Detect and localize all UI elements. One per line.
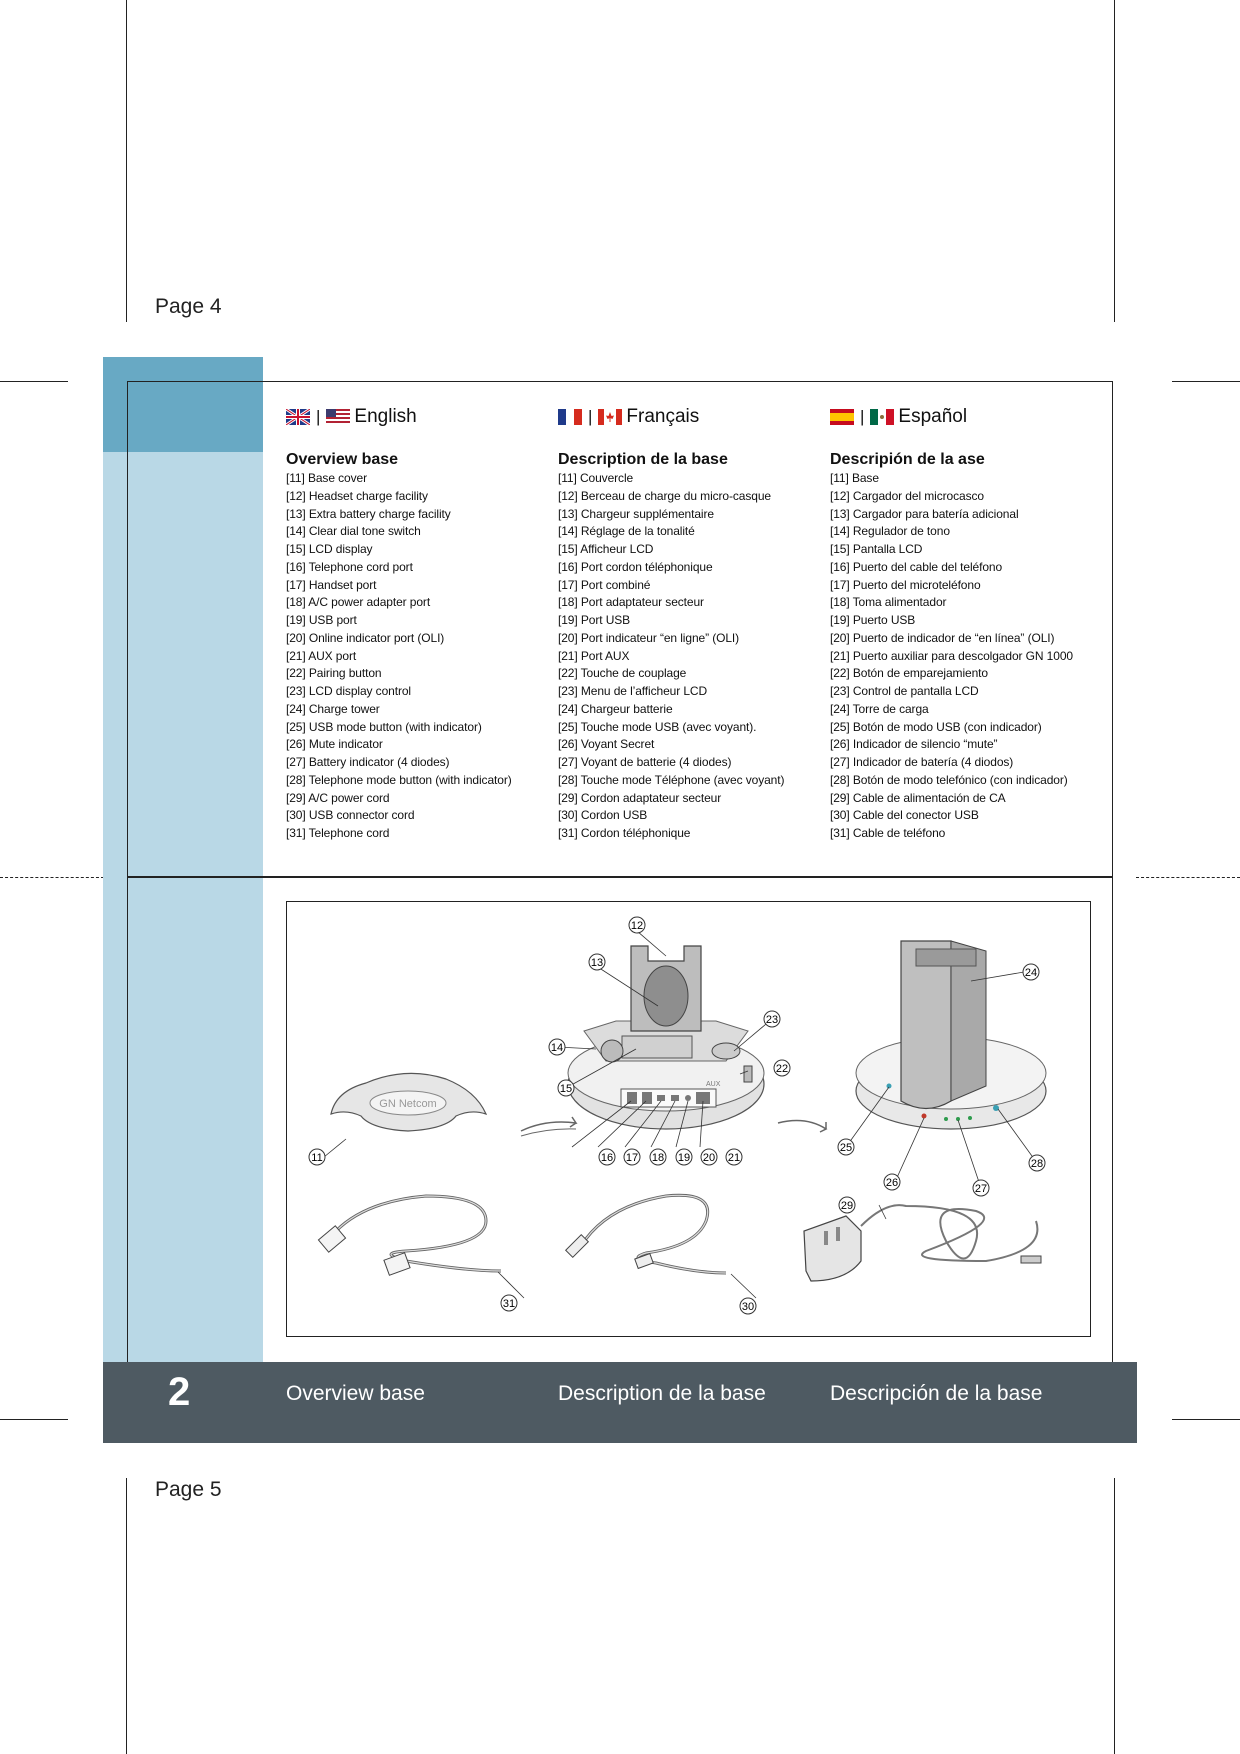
list-item: [14] Réglage de la tonalité <box>558 524 695 539</box>
parts-list-french <box>558 470 823 843</box>
canada-flag-icon <box>598 409 622 425</box>
callout-label: 11 <box>311 1152 323 1164</box>
page-label-top: Page 4 <box>155 295 222 318</box>
list-item: [20] Online indicator port (OLI) <box>286 630 445 645</box>
fold-line-right <box>1136 877 1240 878</box>
flag-separator: | <box>588 407 593 426</box>
list-item: [11] Base cover <box>286 471 367 485</box>
list-item: [11] Couvercle <box>558 471 634 485</box>
callout-label: 17 <box>625 1152 639 1164</box>
page-label-bottom: Page 5 <box>155 1478 222 1501</box>
callout-19 <box>676 1149 692 1165</box>
product-illustration <box>286 901 1091 1337</box>
list-item: [22] Touche de couplage <box>558 666 687 681</box>
list-item: [27] Voyant de batterie (4 diodes) <box>558 755 732 769</box>
gn-netcom-logo: GN Netcom <box>379 1098 437 1110</box>
footer-title-french: Description de la base <box>558 1382 766 1405</box>
list-item: [21] AUX port <box>286 648 357 663</box>
column-french <box>558 402 823 843</box>
language-name: English <box>354 406 417 427</box>
list-item: [13] Cargador para batería adicional <box>830 506 1019 521</box>
list-item: [19] Puerto USB <box>830 613 916 627</box>
list-item: [27] Indicador de batería (4 diodos) <box>830 755 1014 769</box>
language-header-french <box>558 402 823 432</box>
list-item: [21] Puerto auxiliar para descolgador GN 1000 <box>830 648 1073 663</box>
callout-label: 18 <box>651 1152 665 1164</box>
list-item: [18] Port adaptateur secteur <box>558 595 704 610</box>
list-item: [29] Cordon adaptateur secteur <box>558 790 722 805</box>
callout-17 <box>624 1149 640 1165</box>
list-item: [14] Regulador de tono <box>830 524 950 539</box>
crop-mark-left-top <box>0 381 68 382</box>
list-item: [15] Pantalla LCD <box>830 542 923 556</box>
mexico-flag-icon <box>870 409 894 425</box>
callout-label: 21 <box>727 1152 741 1164</box>
list-item: [19] Port USB <box>558 613 631 627</box>
list-item: [16] Puerto del cable del teléfono <box>830 559 1003 574</box>
section-divider <box>127 876 1113 878</box>
callout-14 <box>549 1039 565 1055</box>
spain-flag-icon <box>830 409 854 425</box>
list-item: [29] Cable de alimentación de CA <box>830 790 1006 805</box>
footer-title-english: Overview base <box>286 1382 425 1405</box>
list-item: [23] LCD display control <box>286 684 411 698</box>
section-number: 2 <box>168 1370 191 1414</box>
language-name: Español <box>898 406 968 427</box>
list-item: [20] Puerto de indicador de “en línea” (OLI) <box>830 630 1055 645</box>
france-flag-icon <box>558 409 582 425</box>
list-item: [28] Telephone mode button (with indicator) <box>286 772 512 787</box>
list-item: [31] Cordon téléphonique <box>558 826 691 840</box>
aux-port-label: AUX <box>706 1081 721 1088</box>
list-item: [27] Battery indicator (4 diodes) <box>286 755 450 769</box>
crop-mark-right-top <box>1172 381 1240 382</box>
list-item: [25] Botón de modo USB (con indicador) <box>830 719 1042 734</box>
flag-separator: | <box>860 407 865 426</box>
callout-label: 24 <box>1024 967 1038 979</box>
list-item: [25] Touche mode USB (avec voyant). <box>558 719 757 734</box>
callout-label: 31 <box>502 1298 516 1310</box>
trim-line-right-top <box>1114 0 1115 322</box>
callout-label: 14 <box>550 1042 564 1054</box>
list-item: [12] Headset charge facility <box>286 488 428 503</box>
list-item: [28] Touche mode Téléphone (avec voyant) <box>558 772 785 787</box>
callout-22 <box>774 1060 790 1076</box>
section-title: Overview base <box>286 451 399 468</box>
list-item: [29] A/C power cord <box>286 790 390 805</box>
callout-21 <box>726 1149 742 1165</box>
callout-label: 25 <box>839 1142 853 1154</box>
callout-label: 12 <box>630 920 644 932</box>
callout-label: 28 <box>1030 1158 1044 1170</box>
callout-29 <box>839 1197 855 1213</box>
language-header-english <box>286 402 551 432</box>
list-item: [26] Indicador de silencio “mute” <box>830 737 998 752</box>
callout-20 <box>701 1149 717 1165</box>
callout-label: 19 <box>677 1152 691 1164</box>
trim-line-left-bottom <box>126 1478 127 1754</box>
callout-label: 20 <box>702 1152 716 1164</box>
list-item: [30] USB connector cord <box>286 808 415 823</box>
crop-mark-right-bottom <box>1172 1419 1240 1420</box>
list-item: [12] Berceau de charge du micro-casque <box>558 488 771 503</box>
list-item: [28] Botón de modo telefónico (con indicador) <box>830 772 1068 787</box>
list-item: [31] Telephone cord <box>286 826 390 840</box>
callout-label: 22 <box>775 1063 789 1075</box>
section-title: Descripión de la ase <box>830 451 985 468</box>
callout-label: 23 <box>765 1014 779 1026</box>
list-item: [12] Cargador del microcasco <box>830 488 984 503</box>
fold-line-left <box>0 877 104 878</box>
list-item: [22] Botón de emparejamiento <box>830 666 988 681</box>
list-item: [16] Telephone cord port <box>286 559 413 574</box>
language-header-spanish <box>830 402 1095 432</box>
list-item: [15] Afficheur LCD <box>558 542 654 556</box>
callout-23 <box>764 1011 780 1027</box>
callout-label: 26 <box>885 1177 899 1189</box>
list-item: [24] Charge tower <box>286 701 380 716</box>
list-item: [25] USB mode button (with indicator) <box>286 719 482 734</box>
us-flag-icon <box>326 409 350 425</box>
list-item: [18] Toma alimentador <box>830 595 947 610</box>
list-item: [17] Handset port <box>286 577 377 592</box>
language-name: Français <box>626 406 700 427</box>
callout-18 <box>650 1149 666 1165</box>
callout-label: 13 <box>590 957 604 969</box>
trim-line-right-bottom <box>1114 1478 1115 1754</box>
uk-flag-icon <box>286 409 310 425</box>
list-item: [11] Base <box>830 471 879 485</box>
list-item: [16] Port cordon téléphonique <box>558 559 713 574</box>
list-item: [17] Port combiné <box>558 577 651 592</box>
list-item: [13] Extra battery charge facility <box>286 506 451 521</box>
callout-25 <box>838 1139 854 1155</box>
callout-label: 16 <box>600 1152 614 1164</box>
callout-15 <box>558 1080 574 1096</box>
parts-list-spanish <box>830 470 1095 843</box>
list-item: [19] USB port <box>286 613 357 627</box>
list-item: [20] Port indicateur “en ligne” (OLI) <box>558 630 740 645</box>
list-item: [30] Cordon USB <box>558 808 648 823</box>
list-item: [21] Port AUX <box>558 648 630 663</box>
callout-24 <box>1023 964 1039 980</box>
parts-list-english <box>286 470 551 843</box>
list-item: [14] Clear dial tone switch <box>286 524 421 539</box>
callout-28 <box>1029 1155 1045 1171</box>
callout-27 <box>973 1180 989 1196</box>
callout-label: 30 <box>741 1301 755 1313</box>
callout-label: 29 <box>840 1200 854 1212</box>
flag-separator: | <box>316 407 321 426</box>
callout-26 <box>884 1174 900 1190</box>
list-item: [26] Mute indicator <box>286 737 383 752</box>
list-item: [13] Chargeur supplémentaire <box>558 506 714 521</box>
list-item: [23] Menu de l’afficheur LCD <box>558 684 708 698</box>
callout-label: 15 <box>559 1083 573 1095</box>
callout-16 <box>599 1149 615 1165</box>
list-item: [15] LCD display <box>286 542 373 556</box>
callout-11 <box>309 1149 325 1165</box>
trim-line-left-top <box>126 0 127 322</box>
list-item: [22] Pairing button <box>286 666 382 681</box>
callout-31 <box>501 1295 517 1311</box>
callout-13 <box>589 954 605 970</box>
callout-30 <box>740 1298 756 1314</box>
callout-label: 27 <box>974 1183 988 1195</box>
callout-12 <box>629 917 645 933</box>
list-item: [23] Control de pantalla LCD <box>830 684 979 698</box>
list-item: [18] A/C power adapter port <box>286 595 431 610</box>
list-item: [31] Cable de teléfono <box>830 826 946 840</box>
list-item: [24] Torre de carga <box>830 701 929 716</box>
column-english <box>286 402 551 843</box>
list-item: [30] Cable del conector USB <box>830 808 979 823</box>
column-spanish <box>830 402 1095 843</box>
section-title: Description de la base <box>558 451 728 468</box>
footer-title-spanish: Descripción de la base <box>830 1382 1043 1405</box>
list-item: [17] Puerto del microteléfono <box>830 577 981 592</box>
crop-mark-left-bottom <box>0 1419 68 1420</box>
list-item: [24] Chargeur batterie <box>558 701 673 716</box>
list-item: [26] Voyant Secret <box>558 737 655 752</box>
